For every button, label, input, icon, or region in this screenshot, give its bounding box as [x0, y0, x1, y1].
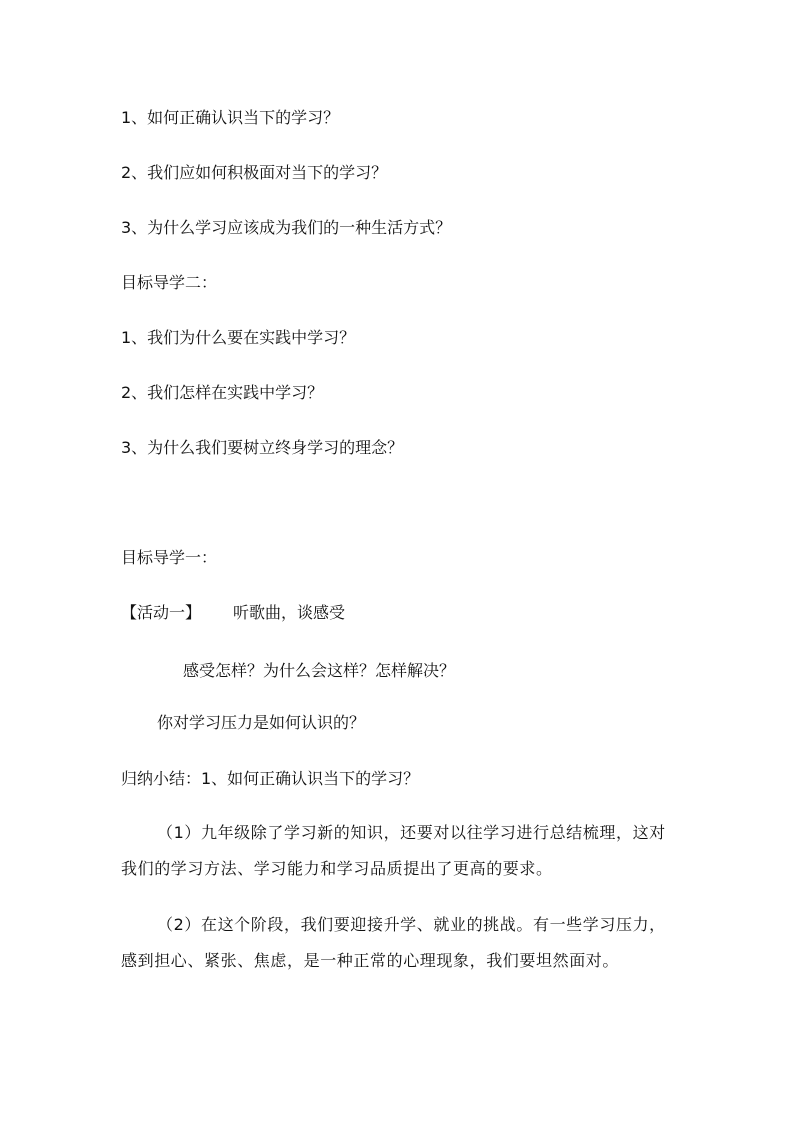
summary-heading: 归纳小结：1、如何正确认识当下的学习？: [121, 769, 420, 788]
activity-label: 【活动一】: [121, 603, 202, 622]
prompt-line-2: 你对学习压力是如何认识的？: [157, 713, 366, 732]
goal-2-heading: 目标导学二：: [121, 273, 218, 292]
question-3: 3、为什么学习应该成为我们的一种生活方式？: [121, 218, 452, 237]
question-1: 1、如何正确认识当下的学习？: [121, 108, 340, 127]
prompt-line-1: 感受怎样？为什么会这样？怎样解决？: [183, 661, 456, 680]
question-2: 2、我们应如何积极面对当下的学习？: [121, 163, 388, 182]
goal-1-heading: 目标导学一：: [121, 548, 218, 567]
summary-point-2: （2）在这个阶段，我们要迎接升学、就业的挑战。有一些学习压力，感到担心、紧张、焦虑，是一种正常的心理现象，我们要坦然面对。: [121, 915, 666, 970]
goal-2-question-1: 1、我们为什么要在实践中学习？: [121, 328, 356, 347]
goal-2-question-2: 2、我们怎样在实践中学习？: [121, 383, 324, 402]
goal-2-question-3: 3、为什么我们要树立终身学习的理念？: [121, 438, 404, 457]
summary-point-1: （1）九年级除了学习新的知识，还要对以往学习进行总结梳理，这对我们的学习方法、学习能力和学习品质提出了更高的要求。: [121, 823, 666, 878]
activity-text: 听歌曲，谈感受: [233, 603, 346, 622]
